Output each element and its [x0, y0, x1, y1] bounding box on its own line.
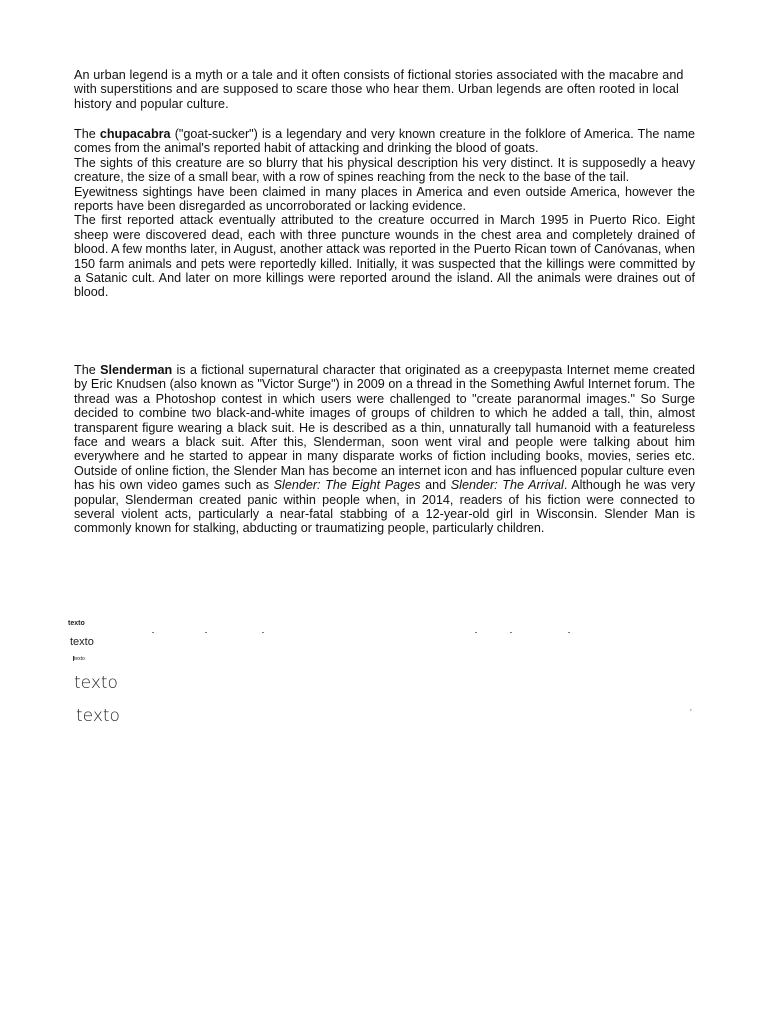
chupacabra-paragraph-4: The first reported attack eventually attributed to the creature occurred in March 1995 in Puerto Rico. Eight sheep were discovered dead, each with three puncture wounds in the chest area and completely drained of blood. A few months later, in August, another attack was reported in the Puerto Rican town of Canóvanas, when 150 farm animals and pets were reportedly killed. Initially, it was suspected that the killings were committed by a Satanic cult. And later on more killings were reported around the island. All the animals were draines out of blood. — [74, 213, 695, 300]
placeholder-text-2: texto — [70, 636, 94, 648]
stray-mark — [205, 632, 207, 633]
chupacabra-paragraph-3: Eyewitness sightings have been claimed in many places in America and even outside America, however the reports have been disregarded as uncorroborated or lacking evidence. — [74, 184, 695, 214]
slenderman-paragraph — [74, 363, 695, 536]
intro-text: An urban legend is a myth or a tale and it often consists of fictional stories associated with the macabre and with superstitions and are supposed to scare those who hear them. Urban legends are often rooted in local history and popular culture. — [74, 68, 684, 111]
chupacabra-lead: The — [74, 127, 100, 141]
chupacabra-term: chupacabra — [99, 127, 171, 141]
stray-mark — [262, 632, 264, 633]
placeholder-text-5: texto — [76, 706, 120, 726]
slenderman-text-b: . Although he was very popular, Slenderman created panic within people when, in 2014, readers of his fiction were connected to several violent acts, particularly a near-fatal stabbing of a 12-year-old girl in Wisconsin. Slender Man is commonly known for stalking, abducting or traumatizing people, particularly children. — [74, 478, 695, 536]
placeholder-text-3: texto — [74, 656, 85, 662]
slenderman-section — [74, 363, 695, 536]
game-title-eight-pages: Slender: The Eight Pages — [273, 478, 421, 493]
chupacabra-paragraph-2: The sights of this creature are so blurry that his physical description his very distinct. It is supposedly a heavy creature, the size of a small bear, with a row of spines reaching from the neck to the base of the tail. — [74, 155, 695, 185]
slenderman-and: and — [420, 478, 451, 493]
intro-paragraph — [74, 68, 695, 111]
game-title-arrival: Slender: The Arrival — [450, 478, 564, 493]
placeholder-text-1: texto — [68, 620, 85, 627]
placeholder-text-4: texto — [74, 673, 118, 693]
chupacabra-p1-rest: ("goat-sucker") is a legendary and very known creature in the folklore of America. The name comes from the animal's reported habit of attacking and drinking the blood of goats. — [74, 127, 695, 156]
slenderman-lead: The — [74, 363, 101, 377]
stray-mark — [152, 632, 154, 633]
stray-glyph: ‚ — [690, 703, 692, 712]
slenderman-term: Slenderman — [100, 363, 173, 377]
slenderman-text-a: is a fictional supernatural character that originated as a creepypasta Internet meme created by Eric Knudsen (also known as "Victor Surge") in 2009 on a thread in the Something Awful Internet forum. The thread was a Photoshop contest in which users were challenged to "create paranormal images." So Surge decided to combine two black-and-white images of groups of children to which he added a tall, thin, almost transparent figure wearing a black suit. He is described as a thin, unnaturally tall humanoid with a featureless face and wears a black suit. After this, Slenderman, soon went viral and people were talking about him everywhere and he started to appear in many disparate works of fiction including books, movies, series etc. Outside of online fiction, the Slender Man has become an internet icon and has influenced popular culture even has his own video games such as — [74, 363, 695, 493]
chupacabra-paragraph-1 — [74, 127, 695, 156]
stray-mark — [510, 632, 512, 633]
chupacabra-section — [74, 127, 695, 300]
stray-mark — [568, 632, 570, 633]
stray-mark — [475, 632, 477, 633]
